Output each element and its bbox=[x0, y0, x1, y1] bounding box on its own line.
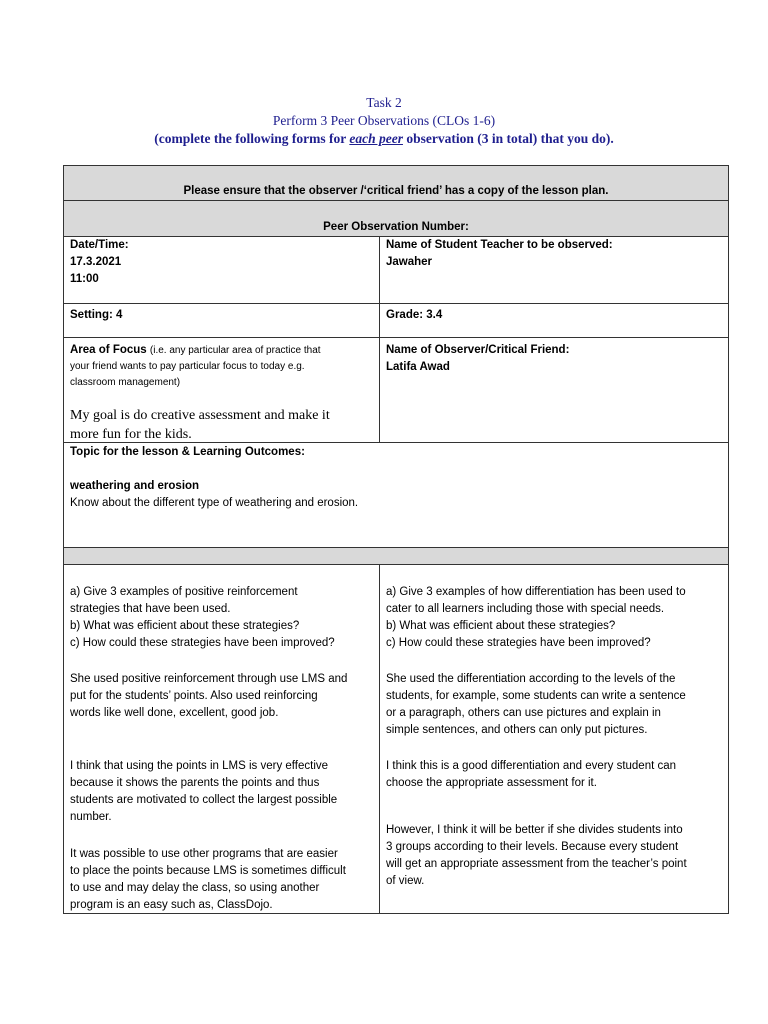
left-answer-b-3: students are motivated to collect the largest possible bbox=[70, 794, 338, 806]
right-answer-a-2: students, for example, some students can write a sentence bbox=[386, 690, 686, 702]
observer-label: Name of Observer/Critical Friend: bbox=[386, 344, 570, 356]
right-question-line-2: cater to all learners including those with special needs. bbox=[386, 603, 665, 615]
left-question-line-4: c) How could these strategies have been improved? bbox=[70, 637, 335, 649]
student-teacher-label: Name of Student Teacher to be observed: bbox=[386, 239, 613, 251]
right-question-line-1: a) Give 3 examples of how differentiation has been used to bbox=[386, 586, 686, 598]
datetime-label: Date/Time: bbox=[70, 239, 129, 251]
observer-name: Latifa Awad bbox=[386, 361, 450, 373]
focus-hint-3: classroom management) bbox=[70, 377, 181, 388]
focus-hint-2: your friend wants to pay particular focus to today e.g. bbox=[70, 361, 305, 372]
right-answer-b-1: I think this is a good differentiation and every student can bbox=[386, 760, 677, 772]
right-answer-b-2: choose the appropriate assessment for it. bbox=[386, 777, 597, 789]
focus-label-line bbox=[70, 342, 321, 359]
row-divider bbox=[64, 337, 728, 338]
learning-outcome: Know about the different type of weathering and erosion. bbox=[70, 497, 359, 509]
lesson-plan-banner: Please ensure that the observer /‘critical friend’ has a copy of the lesson plan. bbox=[183, 185, 609, 197]
row-divider bbox=[64, 200, 728, 201]
instruction-start: (complete the following forms for bbox=[154, 131, 350, 146]
left-answer-b-2: because it shows the parents the points and thus bbox=[70, 777, 320, 789]
right-answer-c-1: However, I think it will be better if she divides students into bbox=[386, 824, 683, 836]
instruction-end: observation (3 in total) that you do). bbox=[402, 131, 614, 146]
right-answer-a-3: or a paragraph, others can use pictures and explain in bbox=[386, 707, 661, 719]
left-question-line-2: strategies that have been used. bbox=[70, 603, 231, 615]
left-answer-c-3: to use and may delay the class, so using another bbox=[70, 882, 320, 894]
focus-hint-1: (i.e. any particular area of practice that bbox=[149, 345, 321, 356]
focus-label: Area of Focus bbox=[70, 344, 147, 356]
left-answer-a-2: put for the students’ points. Also used reinforcing bbox=[70, 690, 318, 702]
topic-label: Topic for the lesson & Learning Outcomes: bbox=[70, 446, 305, 458]
left-answer-a-3: words like well done, excellent, good job. bbox=[70, 707, 279, 719]
column-divider bbox=[379, 236, 380, 442]
spacer-row bbox=[64, 547, 728, 564]
left-question-line-1: a) Give 3 examples of positive reinforcement bbox=[70, 586, 298, 598]
row-divider bbox=[64, 303, 728, 304]
right-question-line-4: c) How could these strategies have been improved? bbox=[386, 637, 651, 649]
left-answer-b-4: number. bbox=[70, 811, 112, 823]
student-teacher-name: Jawaher bbox=[386, 256, 433, 268]
right-answer-c-4: of view. bbox=[386, 875, 425, 887]
task-instruction bbox=[0, 130, 768, 148]
row-divider bbox=[64, 564, 728, 565]
grade-value: Grade: 3.4 bbox=[386, 309, 443, 321]
right-answer-c-3: will get an appropriate assessment from the teacher’s point bbox=[386, 858, 687, 870]
right-question-line-3: b) What was efficient about these strategies? bbox=[386, 620, 616, 632]
right-answer-a-4: simple sentences, and others can only put pictures. bbox=[386, 724, 648, 736]
focus-text-1: My goal is do creative assessment and make it bbox=[70, 408, 330, 423]
date-value: 17.3.2021 bbox=[70, 256, 122, 268]
time-value: 11:00 bbox=[70, 273, 99, 285]
topic-value: weathering and erosion bbox=[70, 480, 200, 492]
column-divider bbox=[379, 564, 380, 914]
instruction-emphasis: each peer bbox=[349, 131, 403, 146]
task-subtitle: Perform 3 Peer Observations (CLOs 1-6) bbox=[272, 113, 496, 128]
left-answer-b-1: I think that using the points in LMS is very effective bbox=[70, 760, 329, 772]
right-answer-a-1: She used the differentiation according to the levels of the bbox=[386, 673, 676, 685]
right-answer-c-2: 3 groups according to their levels. Because every student bbox=[386, 841, 679, 853]
setting-value: Setting: 4 bbox=[70, 309, 123, 321]
left-question-line-3: b) What was efficient about these strategies? bbox=[70, 620, 300, 632]
left-answer-c-4: program is an easy such as, ClassDojo. bbox=[70, 899, 273, 911]
task-title: Task 2 bbox=[366, 95, 402, 110]
observation-number-label: Peer Observation Number: bbox=[323, 221, 469, 233]
left-answer-c-1: It was possible to use other programs that are easier bbox=[70, 848, 338, 860]
left-answer-a-1: She used positive reinforcement through use LMS and bbox=[70, 673, 348, 685]
row-divider bbox=[64, 547, 728, 548]
peer-observation-form bbox=[63, 165, 729, 914]
left-answer-c-2: to place the points because LMS is sometimes difficult bbox=[70, 865, 346, 877]
focus-text-2: more fun for the kids. bbox=[70, 427, 192, 442]
document-header bbox=[0, 94, 768, 148]
